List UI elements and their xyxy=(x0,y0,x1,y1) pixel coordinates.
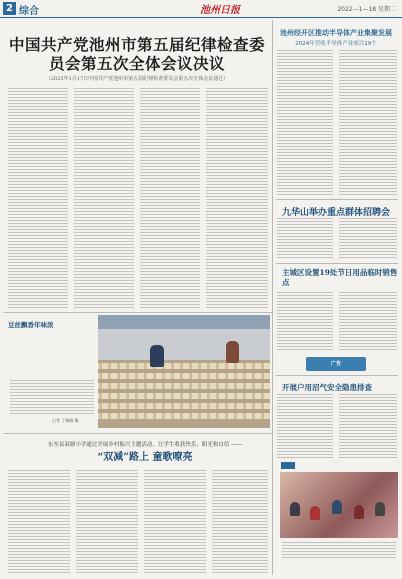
main-headline: 中国共产党池州市第五届纪律检查委员会第五次全体会议决议 xyxy=(8,35,265,73)
section-rule xyxy=(276,199,398,200)
main-subline: （2025年1月17日中国共产党池州市第五届纪律检查委员会第五次全体会议通过） xyxy=(45,76,229,82)
bottom-headline: “双减”路上 童歌嘹亮 xyxy=(97,452,193,463)
bottom-body xyxy=(76,470,138,574)
section-rule xyxy=(276,375,398,376)
event-photo xyxy=(280,472,398,538)
article-body xyxy=(339,394,397,458)
article-body xyxy=(277,394,333,458)
main-body-column xyxy=(206,88,268,310)
bottom-body xyxy=(144,470,206,574)
newspaper-logo: 池州日报 xyxy=(200,5,240,16)
article-body xyxy=(277,292,333,350)
bottom-kicker: 东至县双塘小学通过开展乡村振兴主题活动，让学生收获快乐，阳光和自信 —— xyxy=(47,442,243,448)
feature-photo xyxy=(98,315,270,428)
article-title: 开展户用沼气安全隐患排查 xyxy=(282,383,372,392)
main-body-column xyxy=(140,88,200,310)
article-body xyxy=(339,50,397,195)
article-body xyxy=(277,218,333,260)
photo-caption xyxy=(282,542,396,560)
column-rule xyxy=(272,20,273,575)
section-name: 综合 xyxy=(19,6,39,17)
article-title: 九华山举办重点群体招聘会 xyxy=(281,208,390,218)
article-body xyxy=(339,218,397,260)
main-body-column xyxy=(8,88,68,310)
section-rule xyxy=(4,312,272,313)
article-title: 池州经开区推动半导体产业集聚发展 xyxy=(280,28,392,37)
photo-caption xyxy=(10,380,94,414)
bottom-body xyxy=(212,470,268,574)
article-body xyxy=(277,50,333,195)
page-header xyxy=(0,0,402,18)
bottom-body xyxy=(8,470,70,574)
section-rule xyxy=(276,263,398,264)
photo-credit: 记者 丁娜娜 摄 xyxy=(52,418,79,423)
article-subtitle: 2024年营收半导体产业项目19个 xyxy=(295,41,377,47)
photo-feature-title: 豆丝飘香年味浓 xyxy=(8,321,54,329)
issue-date: 2022—1—18 星期二 xyxy=(337,6,396,13)
main-body-column xyxy=(74,88,134,310)
article-body xyxy=(339,292,397,350)
photo-tag xyxy=(281,462,295,469)
article-title: 主城区设置19处节日用品临时销售点 xyxy=(282,268,398,287)
section-rule xyxy=(4,433,272,434)
brand-block: 广告 xyxy=(306,357,366,371)
page-number-badge: 2 xyxy=(3,2,16,15)
